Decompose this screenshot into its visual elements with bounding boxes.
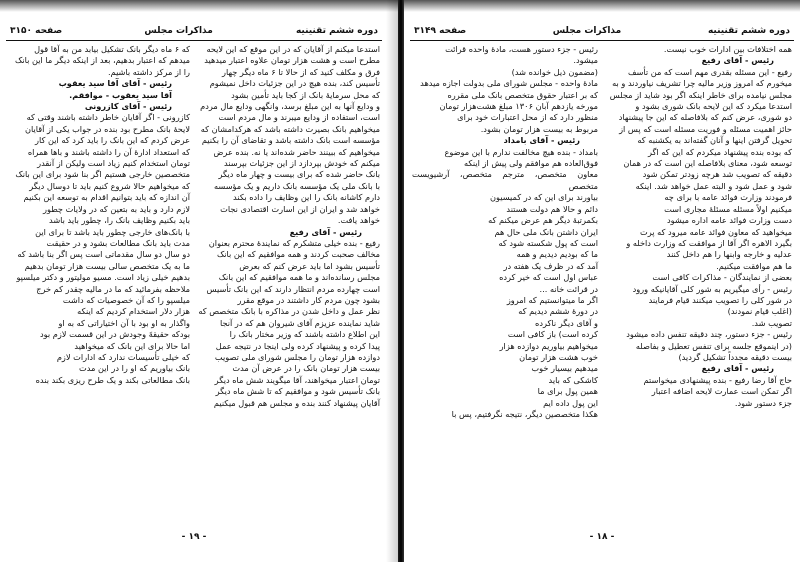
text-line: میدهیم بیسیار خوب [531,363,598,374]
text-line: دو سال دو سال مقدماتی است پس اگر بنا باشد که [17,249,190,260]
text-line: استدعا میکرد که این لایحه بانک شوری بشود و [635,101,792,112]
text-line: هکذا متخصصین دیگر، نتیجه نگرفتیم، پس با [451,409,598,419]
text-column-right [198,44,380,409]
text-line: متخصصین خارجی هستیم اگر بنا شود برای این بانک [15,169,190,180]
text-line: ما هم موافقت میکنیم. [716,260,792,271]
text-line: ما به یک متخصص سالی بیست هزار تومان بدهیم [24,260,190,271]
text-line: و آقای دیگر ناکرده [535,317,598,328]
text-line: بانک مطالعاتی بکند و یک طرح ریزی بکند بنده [35,374,190,385]
text-line: دائم و حالا هم دولت هستند [506,203,598,214]
text-line: مادهٔ واحده - مجلس شورای ملی بدولت اجازه میدهد [420,78,598,89]
text-line: میخواهیم بیاوریم دوازده هزار [499,340,598,351]
text-line: بکمرتبهٔ دیگر هم عرض میکنم که [488,215,598,226]
text-line: تأسیس بشود اما باید عرض کنم که بعرض [239,260,380,271]
text-line: بشود چون مردم کار داشتند در موقع مقرر [237,294,380,305]
spine-shadow [386,0,398,562]
text-line: بودکه حقیقهً وجودش در این قسمت لازم بود [40,329,190,340]
text-line: مخالف صحبت کردند و همه موافقیم که این بانک [216,249,380,260]
text-line: کازرونی - اگر آقایان خاطر داشته باشند وقتی که [26,112,190,123]
text-line: دست وزارت فوائد عامه اداره میشود [666,215,792,226]
text-line: رئیس - آقای رفیع [289,226,362,237]
text-line: رئیس - جزء دستور، چند دقیقه تنفس داده میشود [626,329,792,340]
page-header [6,26,382,41]
text-line: هزار دلار استخدام کردیم که اینکه [77,306,190,317]
text-line: عباس اول است که خیر کرده [499,272,598,283]
text-line: مجلس نیامده برای خاطر اینکه اگر بود شاید از مجلس [609,89,792,100]
text-line: حائز اهمیت مسئله و فوریت مسئله است که پس از [619,123,792,134]
text-line: مجلس رسانده‌اند و ما همه موافقیم که این بانک [218,272,380,283]
text-line: میخورم که امروز وزیر مالیه چرا تشریف نیاوردند و به [612,78,792,89]
text-line: شود و عمل شود و البته عمل خواهد شد. اینکه [635,180,792,191]
text-line: رئیس - رأی میگیریم به شور کلی آقایانیکه ورود [632,283,792,294]
text-line: استدعا میکنم از آقایان که در این موقع که این لایحه [206,44,380,54]
text-line: با بانک‌های خارجی چطور باید باشد تا برای این [35,226,190,237]
text-line: رئیس - جزء دستور هست، مادهٔ واحده قرائت [445,44,598,54]
text-line: نظر عمل و داخل شدن در مذاکره با بانک متخصص که [198,306,380,317]
text-line: منظور دارد که از محل اعتبارات خود برای [457,112,598,123]
text-column-left [412,44,598,420]
text-line: (در اینموقع جلسه برای تنفس تعطیل و بفاصله [635,340,792,351]
text-line: دو شوری، عرض کنم که بلافاصله که این جا پیشنهاد [618,112,792,123]
text-line: میدهم که اعتبار بدهیم، بعد از اینکه دیگر ما این بانک [15,55,190,66]
book-spine [398,0,404,562]
text-line: میلسپو را که آن خصوصیات که داشت [62,294,190,305]
text-line: لایحهٔ بانک مطرح بود بنده در جواب یکی از آقایان [24,123,190,134]
header-title: مذاکرات مجلس [144,26,213,36]
text-line: میخواهیم بانک بصیرت داشته باشد که هرکدامشان که [200,123,380,134]
text-line: این اطلاع داشته باشند که وزیر مختار بانک را [229,329,380,340]
text-line: حاج آقا رضا رفیع - بنده پیشنهادی میخواستم [643,374,792,385]
text-line: مؤسسه است بانک داشته باشد و تقاضای آن را بکنیم [201,135,380,146]
text-line: میکنیم اولاً مسئله مسئلهٔ مجاری است [664,203,792,214]
text-line: که میخواهیم حالا شروع کنیم باید تا دوسال دیگر [29,180,190,191]
text-line: در دورهٔ ششم دیدیم که [518,306,598,317]
text-line: آمد که در ظرف یک هفته در [503,260,598,271]
page-label: صفحه ۳۱۴۹ [414,26,467,36]
header-title: مذاکرات مجلس [552,26,622,36]
text-line: باید بکنیم وظایف بانک را، چطور باید باشد [49,215,190,226]
text-line: ما که بودیم دیدیم و همه [516,249,598,260]
text-line: رفیع - بنده خیلی متشکرم که نمایندهٔ محترم بعنوان [208,237,380,248]
text-line: را از مرکز داشته باشیم. [108,66,190,77]
text-line: رئیس - آقای کازرونی [84,101,172,112]
text-line: و ودایع آنها به این مبلغ برسد، وانگهی ودایع مال مردم [200,101,380,112]
page-number: - ۱۹ - [181,532,207,542]
page-header [410,26,794,41]
text-line: معاون متخصص، مترجم متخصص، آرشیویست متخصص [412,169,598,191]
text-line: (اغلب قیام نمودند) [727,306,792,317]
text-line: بعضی از نمایندگان - مذاکرات کافی است [652,272,792,283]
text-line: عرض کردم که این بانک را باید کرد که این کار [35,135,190,146]
text-line: است که پول شکسته شود که [498,237,598,248]
text-line: که بر اعتبار حقوق متخصص بانک ملی مقرره [447,89,598,100]
text-line: اما حالا برای این بانک که میخواهید [74,340,190,351]
text-line: تصویب شد. [751,317,792,328]
text-line: بگیرد الاهره اگر آقا از موافقت که وزارت داخله و [626,237,792,248]
text-line: آن اندازه که باید بتوانیم اقدام به توسعه این بکنیم [23,192,190,203]
text-line: کاشکی که باید [548,374,598,385]
text-line: رئیس - آقای بامداد [503,135,580,146]
text-line: رفیع - این مسئله بقدری مهم است که من تأسف [628,66,792,77]
page-right [410,14,794,562]
text-line: مربوط به بیست هزار تومان بشود. [480,123,598,134]
text-line: رئیس - آقای رفیع [701,55,774,66]
page-number: - ۱۸ - [589,532,615,542]
text-column-right [606,44,792,409]
text-line: همه اختلافات بین ادارات خوب نیست. [663,44,792,54]
text-line: تومان استخدام کنیم زیاد است ولیکن از آنقدر [37,158,190,169]
text-line: بدهیم خیلی زیاد است. مسیو مولیتور و دکتر میلسپو [16,272,190,283]
text-line: بانک حاضر شده که برای بیست و چهار ماه دیگر [218,169,380,180]
text-line: میکنم که خودش بپردازد از این جزئیات بپرسند [224,158,380,169]
text-line: لازم دارد و باید به بتعین که در ولایات چطور [43,203,190,214]
text-line: تحویل گرفتن اینها و آنان گفته‌اند به یکشنبه که [637,135,792,146]
text-line: واگذار به او بود با آن اختیاراتی که به او [58,317,190,328]
text-line: که بوده بنده پیشنهاد میکردم که این که اگر [648,146,792,157]
text-line: بیست دقیقه مجدداً تشکیل گردید) [678,351,792,362]
text-line: بیاورند برای این که در کمیسیون [489,192,598,203]
text-line: فوق‌العاده هم موافقم ولی پیش از اینکه [463,158,598,169]
text-line: تومان اعتبار میخواهند، آقا میگویند شش ماه دیگر [214,374,380,385]
text-line: پیدا کرده و پیشنهاد کرده ولی اینجا در نتیجه عمل [215,340,380,351]
text-line: کرده است) باز کافی است [507,329,598,340]
text-line: ایران داشتن بانک ملی حال هم [494,226,598,237]
text-line: که خیلی تأسیسات ندارد که ادارات لازم [56,351,190,362]
text-line: ملاحظه بفرمائید که ما در مالیه چقدر کم خرج [36,283,190,294]
text-line: خواهد یافت. [337,215,380,226]
text-line: میخواهیم که ببینند حاضر شده‌اند یا نه. بنده عرض [213,146,380,157]
text-line: با بانک ملی یک مؤسسه بانک داریم و یک مؤسسه [214,180,380,191]
text-line: که محل سرمایهٔ بانک از کجا باید تأمین بشود [231,89,380,100]
text-line: آقا سید یعقوب - موافقم. [69,89,172,100]
session-label: دوره ششم تقنینیه [295,26,378,36]
text-line: همین پول برای ما [537,386,598,397]
session-label: دوره ششم تقنینیه [707,26,790,36]
text-line: فرق و مکلف کنید که از حالا تا ۶ ماه دیگر چهار [222,66,380,77]
text-line: بامداد - بنده هیچ مخالفت ندارم با این موضوع [444,146,598,157]
text-line: رئیس - آقای آقا سید یعقوب [58,78,172,89]
text-line: مدت باید بانک مطالعات بشود و در حقیقت [46,237,190,248]
text-line: اگر ما میتوانستیم که امروز [506,294,598,305]
page-label: صفحه ۳۱۵۰ [10,26,63,36]
text-line: است، استفاده از ودایع میبرند و مال مردم است [218,112,380,123]
text-line: رئیس - آقای رفیع [701,363,774,374]
text-line: که ۶ ماه دیگر بانک تشکیل بیابد من به آقا قول [34,44,190,54]
text-line: مورخه یازدهم آبان ۱۳۰۶ مبلغ هشت‌هزار تومان [439,101,598,112]
text-line: میخواهید که معاون فوائد عامه میرود که پرت [640,226,792,237]
text-line: جزء دستور شود. [734,397,792,408]
text-line: دارم کاشانه بانک را این وظایف را داده بکند [233,192,380,203]
text-line: که استعداد ادارهٔ آن را داشته باشند و باها همراه [27,146,190,157]
text-line: شاید نماینده عزیزم آقای شیروان هم که در آنجا [219,317,380,328]
text-line: دوازده هزار تومان را مجلس شورای ملی تصویب [214,351,380,362]
text-line: تأسیس کند، بنده هیچ در این جزئیات داخل نمیشوم [209,78,380,89]
text-line: بانک تأسیس شود و موافقیم که تا شش ماه دیگر [215,386,380,397]
text-line: بیست هزار تومان بانک را در عرض آن مدت [232,363,380,374]
text-line: مطرح است و هشت هزار تومان علاوه اعتبار میدهید [204,55,380,66]
text-line: خوب هشت هزار تومان [519,351,598,362]
text-line: میشود. [573,55,598,66]
text-line: آقایان پیشنهاد کنند بنده و مجلس هم قبول میکنیم [213,397,380,408]
text-line: توسعه شود، معنای بلافاصله این است که در همان [623,158,792,169]
text-line: دقیقه که تصویب شد هرچه زودتر تمکن شود [642,169,792,180]
text-line: (مضمون ذیل خوانده شد) [511,66,598,77]
text-line: عدلیه و خارجه وابنها را هم داخل کنند [666,249,792,260]
page-left [6,14,382,562]
text-line: در قرائت خانه ... [539,283,598,294]
text-line: خواهد شد و ایران از این اسارت اقتصادی نجات [220,203,380,214]
text-line: در شور کلی را تصویب میکنند قیام فرمایند [648,294,792,305]
text-line: فرمودند وزارت فوائد عامه با برای چه [664,192,792,203]
text-line: اگر تمکن است عمارت لایحه اضافه اعتبار [651,386,792,397]
text-line: بانک بیاوریم که او را در این مدت [79,363,190,374]
text-line: این پول داده ایم [543,397,598,408]
text-column-left [8,44,190,386]
text-line: است چهارده مردم انتظار دارند که این بانک تأسیس [206,283,380,294]
